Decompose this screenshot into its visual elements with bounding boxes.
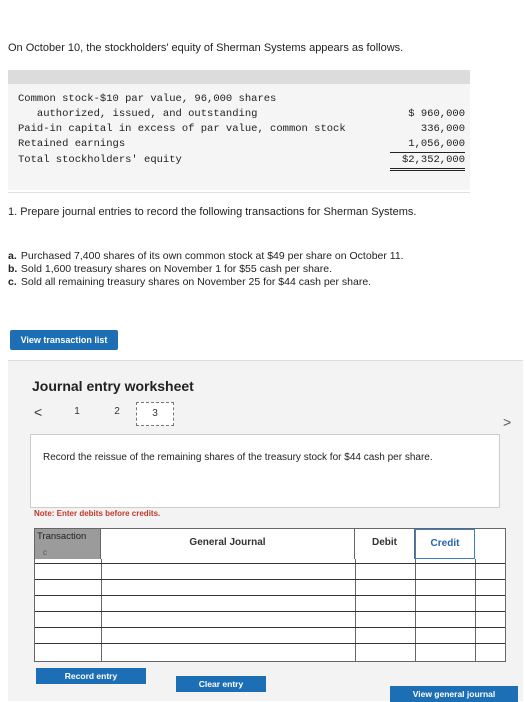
table-row[interactable] — [35, 643, 505, 660]
instruction-text: Record the reissue of the remaining shares of the treasury stock for $44 cash per share. — [43, 452, 433, 463]
item-text: Purchased 7,400 shares of its own common stock at $49 per share on October 11. — [20, 250, 404, 262]
col-credit-header: Credit — [415, 529, 475, 559]
step-2[interactable]: 2 — [114, 406, 120, 417]
equity-row — [18, 92, 465, 107]
equity-table — [18, 92, 465, 171]
equity-amount — [390, 92, 465, 107]
table-row[interactable] — [35, 579, 505, 596]
intro-text: On October 10, the stockholders' equity of Sherman Systems appears as follows. — [8, 42, 404, 54]
equity-amount: 1,056,000 — [390, 137, 465, 153]
divider — [8, 192, 470, 193]
equity-row — [18, 153, 465, 171]
task-heading: 1. Prepare journal entries to record the following transactions for Sherman Systems. — [8, 206, 417, 218]
item-letter: b. — [8, 263, 18, 275]
equity-label: authorized, issued, and outstanding — [18, 108, 258, 120]
prev-arrow-icon[interactable]: < — [34, 404, 43, 420]
instruction-box — [30, 434, 500, 508]
table-row[interactable] — [35, 611, 505, 628]
equity-amount: 336,000 — [420, 123, 465, 135]
equity-label: Common stock-$10 par value, 96,000 shares — [18, 93, 277, 105]
table-row[interactable] — [35, 563, 505, 580]
journal-grid — [34, 528, 506, 662]
col-transaction-header: Transaction — [35, 529, 101, 559]
item-text: Sold 1,600 treasury shares on November 1 for $55 cash per share. — [20, 263, 333, 275]
record-entry-button[interactable]: Record entry — [36, 668, 146, 684]
list-item — [8, 263, 404, 276]
item-text: Sold all remaining treasury shares on November 25 for $44 cash per share. — [20, 276, 372, 288]
equity-amount: $ 960,000 — [408, 108, 465, 120]
view-general-journal-button[interactable]: View general journal — [390, 686, 518, 702]
view-transaction-list-button[interactable]: View transaction list — [10, 330, 118, 350]
item-letter: c. — [8, 276, 17, 288]
equity-total-amount: $2,352,000 — [390, 153, 465, 171]
table-row[interactable] — [35, 595, 505, 612]
list-item — [8, 276, 404, 289]
worksheet-title: Journal entry worksheet — [32, 378, 194, 394]
transaction-code: c — [43, 548, 47, 557]
clear-entry-button[interactable]: Clear entry — [176, 676, 266, 692]
equity-row — [18, 122, 465, 137]
next-arrow-icon[interactable]: > — [503, 414, 512, 430]
table-row[interactable] — [35, 627, 505, 644]
step-1[interactable]: 1 — [74, 406, 80, 417]
list-item — [8, 250, 404, 263]
equity-row — [18, 107, 465, 122]
item-letter: a. — [8, 250, 17, 262]
col-debit-header: Debit — [355, 529, 415, 559]
note-text: Note: Enter debits before credits. — [34, 509, 161, 518]
step-3[interactable]: 3 — [136, 402, 174, 426]
equity-row — [18, 137, 465, 153]
equity-label: Total stockholders' equity — [18, 154, 182, 166]
transaction-list — [8, 250, 404, 289]
equity-label: Retained earnings — [18, 138, 126, 150]
equity-label: Paid-in capital in excess of par value, common stock — [18, 123, 346, 135]
col-general-journal-header: General Journal — [101, 529, 355, 559]
